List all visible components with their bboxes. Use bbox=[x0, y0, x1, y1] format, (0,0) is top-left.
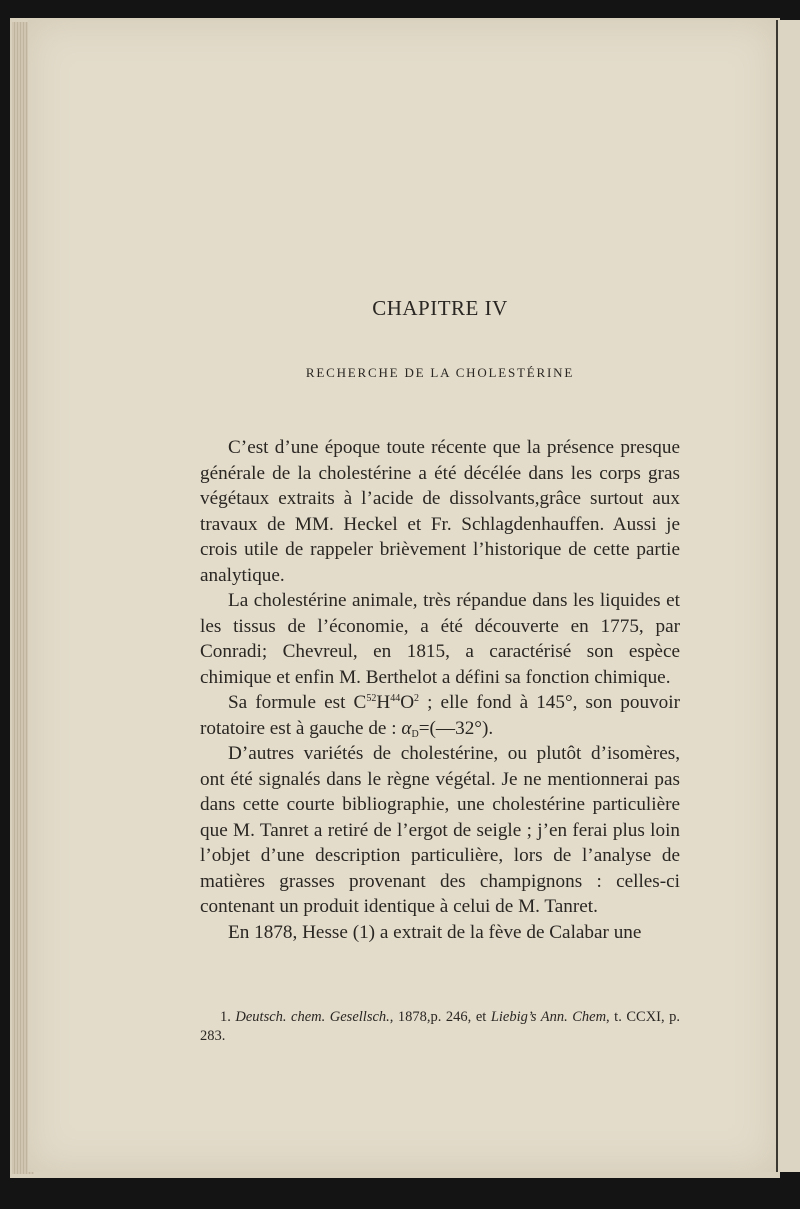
facing-page-edge bbox=[776, 20, 800, 1172]
paragraph-formula bbox=[200, 690, 680, 741]
paragraph: C’est d’une époque toute récente que la présence presque générale de la cholestérine a été décélée dans les corps gras végétaux extraits à l’acide de dissolvants,grâce surtout aux travaux de MM. Heckel et Fr. Schlagdenhauffen. Aussi je crois utile de rappeler brièvement l’historique de cette partie analytique. bbox=[200, 437, 680, 586]
paragraph: D’autres variétés de cholestérine, ou plutôt d’isomères, ont été signalés dans le règne végétal. Je ne mentionnerai pas dans cette courte bibliographie, une cholestérine particulière que M. Tanret a retiré de l’ergot de seigle ; j’en ferai plus loin l’objet d’une description particulière, lors de l’analyse de matières grasses provenant des champignons : celles-ci contenant un produit identique à celui de M. Tanret. bbox=[200, 743, 680, 917]
section-title: RECHERCHE DE LA CHOLESTÉRINE bbox=[305, 365, 575, 380]
rotation-subscript: D bbox=[411, 728, 419, 740]
rotation-alpha: α bbox=[401, 717, 412, 739]
formula-oxygen-count: 2 bbox=[414, 693, 420, 704]
paragraph: La cholestérine animale, très répandue dans les liquides et les tissus de l’économie, a été découverte en 1775, par Conradi; Chevreul, en 1815, a caractérisé son espèce chimique et enfin M. Berthelot a défini sa fonction chimique. bbox=[200, 590, 680, 688]
formula-text-start: Sa formule est bbox=[228, 692, 354, 713]
formula-carbon: C bbox=[353, 692, 367, 713]
formula-carbon-count: 52 bbox=[366, 693, 377, 704]
footnote-text bbox=[200, 1008, 680, 1046]
footnote-number: 1. bbox=[220, 1009, 236, 1025]
formula-hydrogen: H bbox=[376, 692, 391, 713]
paragraph: En 1878, Hesse (1) a extrait de la fève de Calabar une bbox=[228, 921, 642, 943]
body-text bbox=[200, 435, 680, 945]
formula-hydrogen-count: 44 bbox=[390, 693, 401, 704]
footnote-text-1: , 1878,p. 246, et bbox=[389, 1009, 491, 1025]
footnote-text-2: , t. CCXI, p. 283. bbox=[200, 1009, 681, 1044]
formula-text-middle: ; elle fond à 145°, son pouvoir rotatoire est à gauche de : bbox=[200, 692, 680, 739]
rotation-value: =(—32°). bbox=[418, 717, 494, 739]
footnote-journal-2: Liebig’s Ann. Chem bbox=[490, 1009, 607, 1025]
chapter-title: CHAPITRE IV bbox=[372, 296, 508, 320]
formula-oxygen: O bbox=[400, 692, 415, 713]
footnote-journal-1: Deutsch. chem. Gesellsch. bbox=[235, 1009, 390, 1025]
book-page bbox=[28, 20, 776, 1172]
footnote bbox=[200, 1008, 680, 1046]
